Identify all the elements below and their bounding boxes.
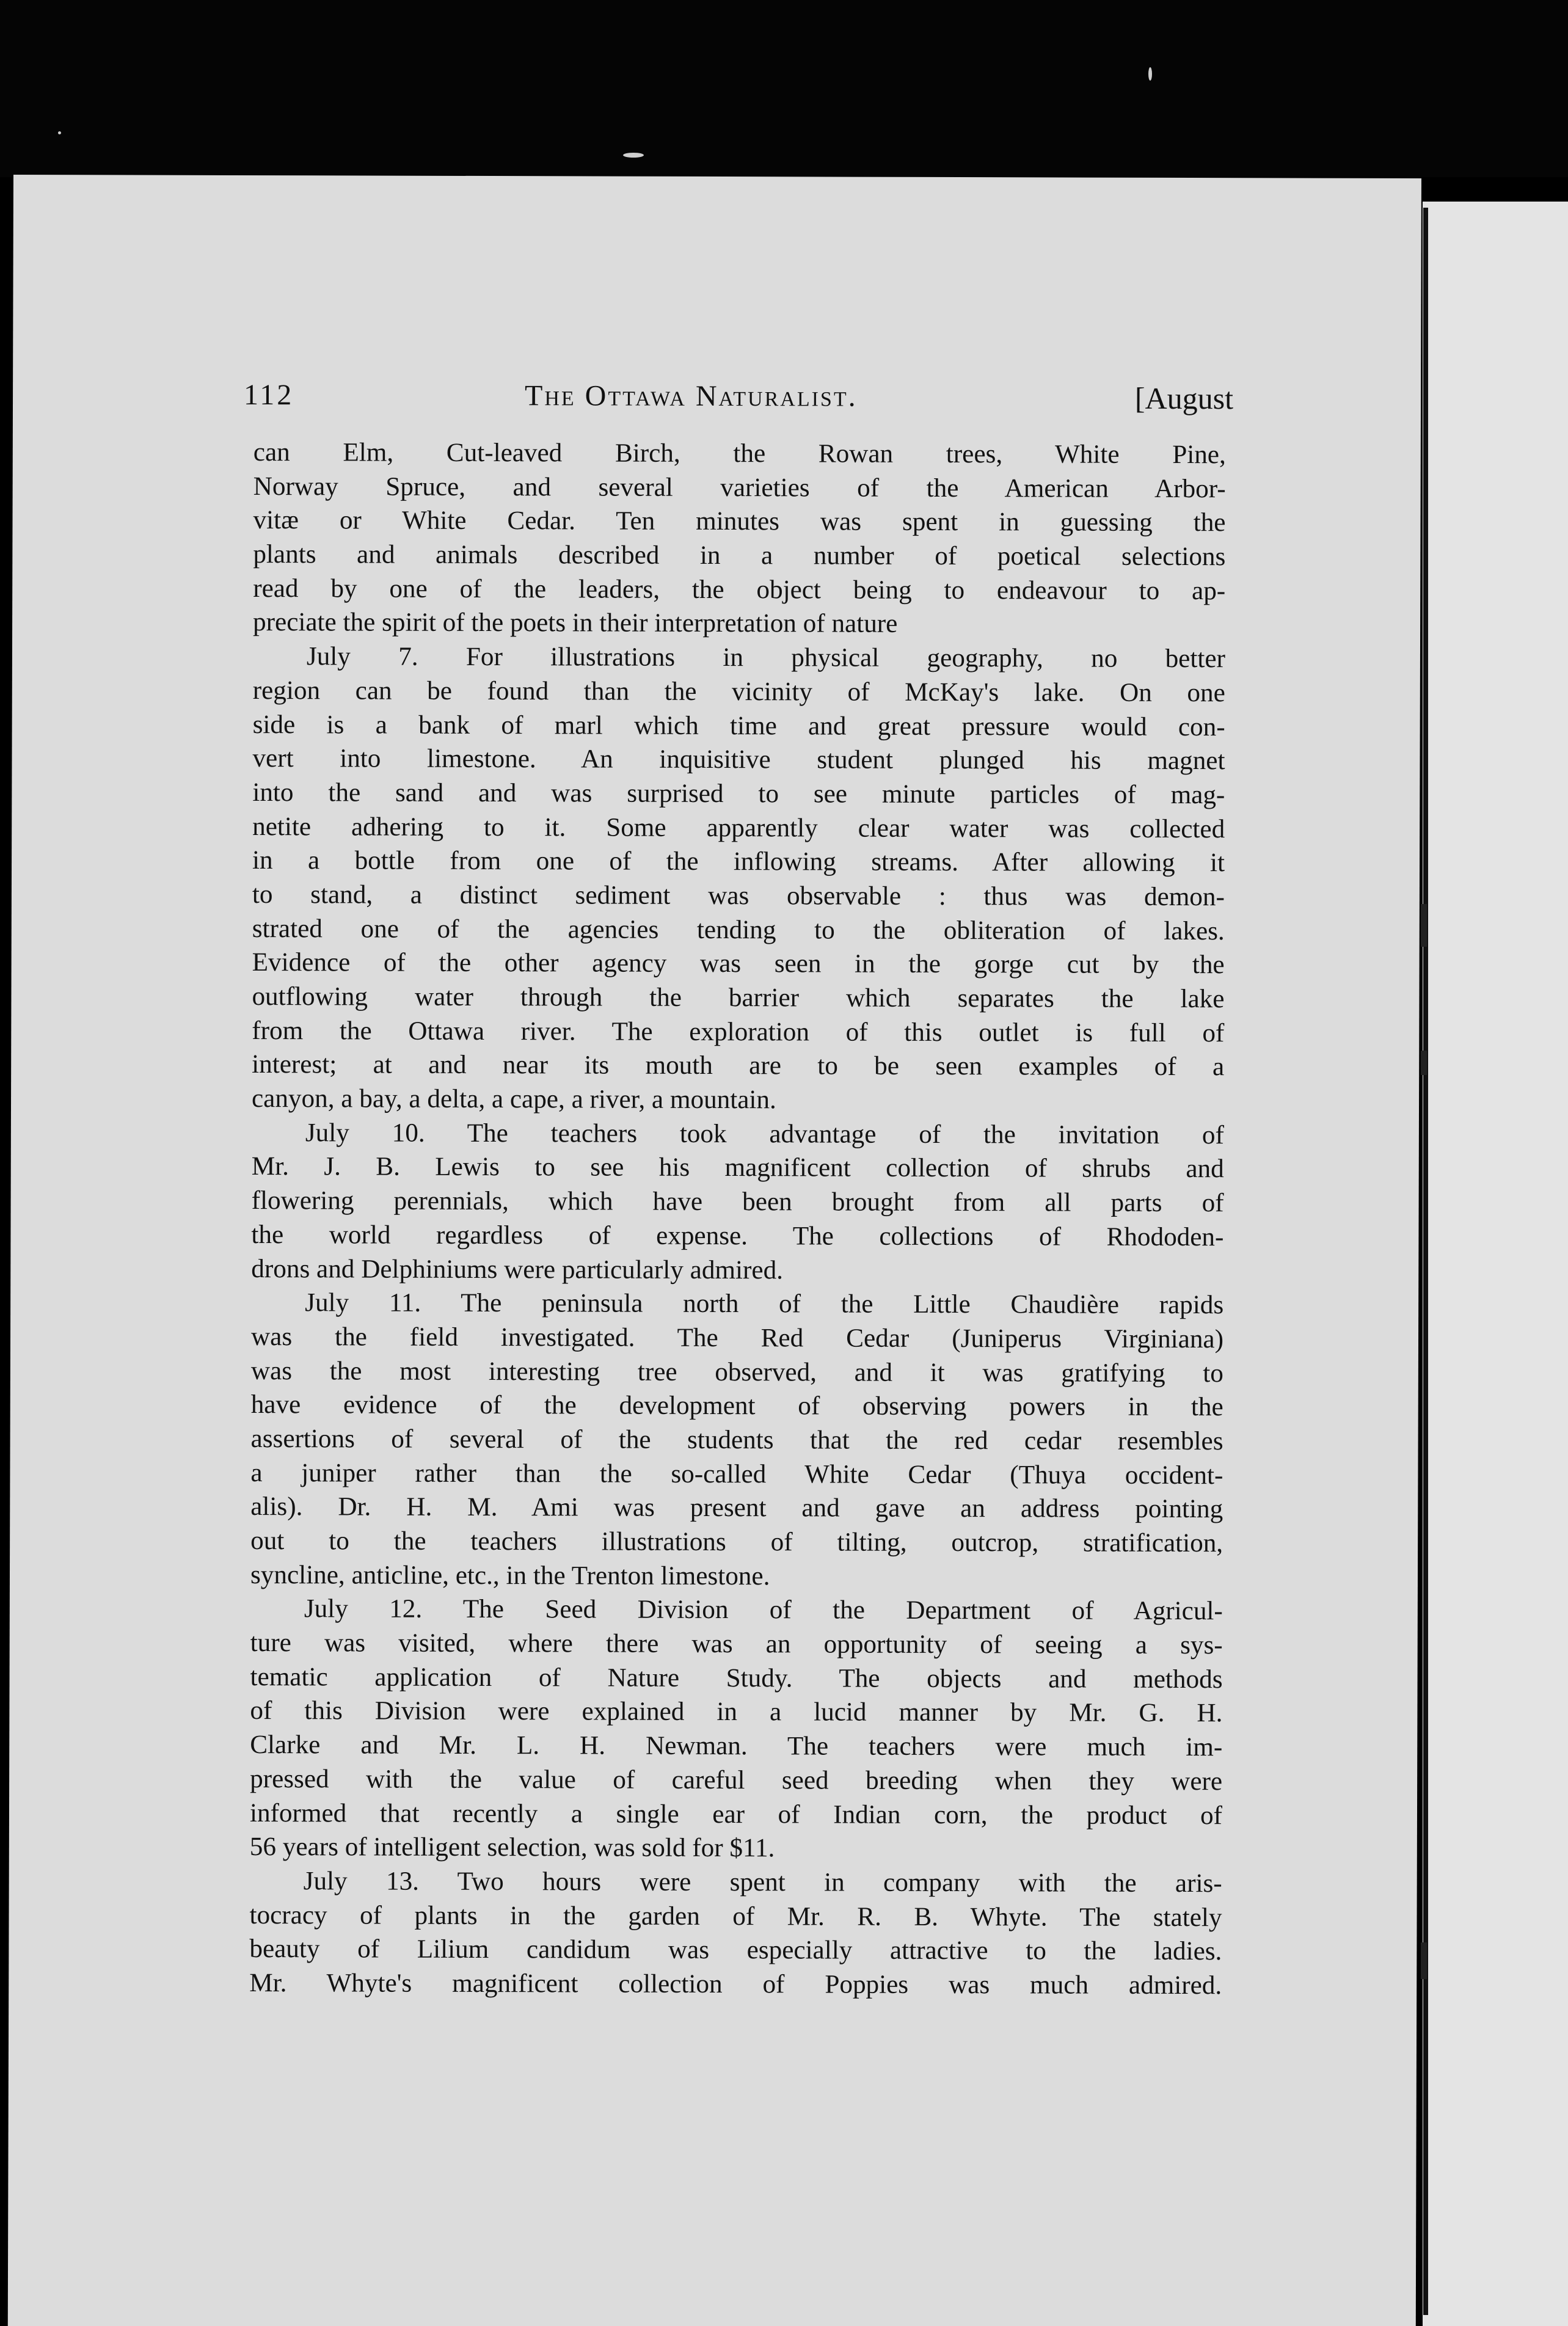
text-line: canyon, a bay, a delta, a cape, a river, a mountain. (251, 1084, 776, 1115)
text-line: drons and Delphiniums were particularly admired. (251, 1254, 784, 1285)
margin-tick (1421, 904, 1427, 947)
document-page (8, 175, 1421, 2326)
text-line: can Elm, Cut-leaved Birch, the Rowan trees, White Pine, (253, 438, 1226, 470)
binding-shadow-line (1423, 208, 1428, 2315)
text-line: plants and animals described in a number of poetical selections (253, 540, 1226, 572)
scanner-background (0, 0, 1568, 177)
body-text (249, 436, 1226, 2003)
text-line: strated one of the agencies tending to the obliteration of lakes. (252, 914, 1225, 946)
text-line: out to the teachers illustrations of tilting, outcrop, stratification, (250, 1526, 1223, 1558)
text-line: July 12. The Seed Division of the Department of Agricul- (304, 1594, 1223, 1626)
text-line: ture was visited, where there was an opportunity of seeing a sys- (250, 1628, 1223, 1660)
text-line: alis). Dr. H. M. Ami was present and gave an address pointing (250, 1492, 1223, 1524)
text-line: netite adhering to it. Some apparently clear water was collected (252, 812, 1225, 844)
text-line: side is a bank of marl which time and great pressure would con- (252, 710, 1225, 742)
text-line: Evidence of the other agency was seen in the gorge cut by the (252, 948, 1225, 980)
text-line: 56 years of intelligent selection, was sold for $11. (249, 1832, 775, 1863)
page-number: 112 (243, 378, 294, 412)
text-line: the world regardless of expense. The collections of Rhododen- (251, 1220, 1224, 1252)
text-line: preciate the spirit of the poets in their interpretation of nature (253, 608, 898, 639)
text-line: tocracy of plants in the garden of Mr. R. B. Whyte. The stately (249, 1900, 1222, 1932)
text-line: July 10. The teachers took advantage of the invitation of (305, 1118, 1224, 1150)
text-line: July 13. Two hours were spent in company with the aris- (303, 1867, 1222, 1898)
text-line: from the Ottawa river. The exploration of this outlet is full of (252, 1016, 1225, 1048)
text-line: Mr. Whyte's magnificent collection of Poppies was much admired. (249, 1968, 1222, 2000)
dust-speck (1148, 67, 1152, 81)
text-line: of this Division were explained in a lucid manner by Mr. G. H. (250, 1696, 1223, 1728)
dust-speck (623, 153, 644, 158)
running-head (244, 378, 1233, 417)
text-line: outflowing water through the barrier which separates the lake (252, 982, 1225, 1014)
text-line: Clarke and Mr. L. H. Newman. The teachers were much im- (250, 1730, 1223, 1762)
text-line: flowering perennials, which have been brought from all parts of (251, 1186, 1224, 1218)
text-line: interest; at and near its mouth are to be seen examples of a (252, 1050, 1225, 1082)
text-line: July 11. The peninsula north of the Little Chaudière rapids (305, 1288, 1224, 1320)
text-line: region can be found than the vicinity of McKay's lake. On one (252, 676, 1225, 708)
text-line: read by one of the leaders, the object being to endeavour to ap- (253, 574, 1226, 605)
journal-title: The Ottawa Naturalist. (524, 379, 858, 413)
text-line: tematic application of Nature Study. The objects and methods (250, 1662, 1223, 1694)
text-line: Mr. J. B. Lewis to see his magnificent collection of shrubs and (251, 1152, 1224, 1184)
margin-tick (1421, 1942, 1427, 1979)
text-line: pressed with the value of careful seed breeding when they were (250, 1764, 1223, 1796)
text-line: a juniper rather than the so-called White Cedar (Thuya occident- (250, 1458, 1223, 1490)
text-line: assertions of several of the students that the red cedar resembles (250, 1424, 1223, 1456)
text-line: syncline, anticline, etc., in the Trenton limestone. (250, 1560, 770, 1591)
text-line: into the sand and was surprised to see minute particles of mag- (252, 778, 1225, 810)
text-line: in a bottle from one of the inflowing streams. After allowing it (252, 846, 1225, 878)
text-line: to stand, a distinct sediment was observable : thus was demon- (252, 880, 1225, 912)
issue-month: [August (1134, 381, 1234, 416)
text-line: was the field investigated. The Red Cedar (Juniperus Virginiana) (250, 1322, 1224, 1354)
text-line: beauty of Lilium candidum was especially attractive to the ladies. (249, 1934, 1222, 1966)
text-line: vitæ or White Cedar. Ten minutes was spent in guessing the (253, 506, 1226, 538)
text-line: informed that recently a single ear of Indian corn, the product of (249, 1798, 1223, 1830)
text-line: July 7. For illustrations in physical geography, no better (306, 642, 1225, 674)
text-line: vert into limestone. An inquisitive student plunged his magnet (252, 744, 1225, 776)
adjacent-page-edge (1423, 202, 1568, 2326)
text-line: was the most interesting tree observed, and it was gratifying to (250, 1356, 1223, 1388)
dust-speck (58, 131, 61, 134)
margin-tick (1421, 1051, 1427, 1075)
text-line: Norway Spruce, and several varieties of the American Arbor- (253, 472, 1226, 503)
text-line: have evidence of the development of observing powers in the (250, 1390, 1223, 1422)
